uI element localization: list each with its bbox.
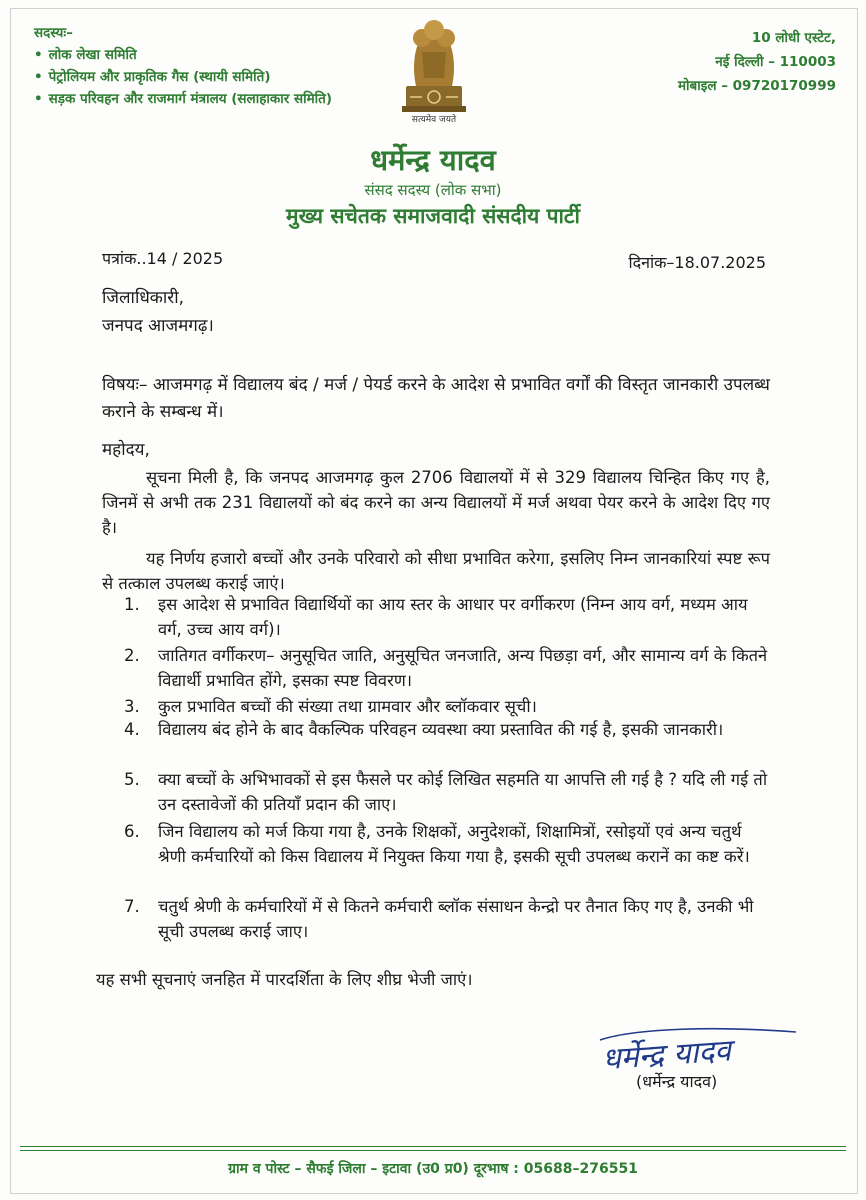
closing-line: यह सभी सूचनाएं जनहित में पारदर्शिता के लिए शीघ्र भेजी जाएं। [96,970,473,989]
body-paragraph: यह निर्णय हजारो बच्चों और उनके परिवारो को सीधा प्रभावित करेगा, इसलिए निम्न जानकारियां स्पष्ट रूप से तत्काल उपलब्ध कराई जाएं। [102,549,770,593]
list-number: 1. [124,595,140,614]
list-item [124,894,770,944]
footer-address: ग्राम व पोस्ट – सैफई जिला – इटावा (उ0 प्र0) दूरभाष : 05688–276551 [228,1161,638,1177]
letter-date: दिनांक–18.07.2025 [628,253,766,272]
address-line: 10 लोधी एस्टेट, [751,30,836,46]
state-emblem-icon [392,8,476,124]
list-number: 5. [124,770,140,789]
list-text: इस आदेश से प्रभावित विद्यार्थियों का आय स्तर के आधार पर वर्गीकरण (निम्न आय वर्ग, मध्यम आय वर्ग, उच्च आय वर्ग)। [158,595,748,639]
list-item [124,643,770,693]
signatory-name: (धर्मेन्द्र यादव) [636,1072,718,1091]
list-number: 7. [124,897,140,916]
list-text: जिन विद्यालय को मर्ज किया गया है, उनके शिक्षकों, अनुदेशकों, शिक्षामित्रों, रसोइयों एवं अन्य चतुर्थ श्रेणी कर्मचारियों को किस विद्यालय में नियुक्त किया गया है, इसकी सूची उपलब्ध करानें का कष्ट करें। [158,822,750,866]
list-text: क्या बच्चों के अभिभावकों से इस फैसले पर कोई लिखित सहमति या आपत्ति ली गई है ? यदि ली गई तो उन दस्तावेजों की प्रतियाँ प्रदान की जाए। [158,770,768,814]
list-item [124,819,770,869]
body-paragraph: सूचना मिली है, कि जनपद आजमगढ़ कुल 2706 विद्यालयों में से 329 विद्यालय चिन्हित किए गए है, जिनमें से अभी तक 231 विद्यालयों को बंद करने का अन्य विद्यालयों में मर्ज अथवा पेयर करने के आदेश दिए गए है। [102,468,770,537]
list-item [124,767,770,817]
list-text: कुल प्रभावित बच्चों की संख्या तथा ग्रामवार और ब्लॉकवार सूची। [158,697,537,716]
reference-number: पत्रांक..14 / 2025 [102,249,224,268]
salutation: महोदय, [102,440,150,460]
footer-rule [20,1146,846,1147]
member-item: • सड़क परिवहन और राजमार्ग मंत्रालय (सलाहाकार समिति) [34,88,332,110]
list-text: चतुर्थ श्रेणी के कर्मचारियों में से कितने कर्मचारी ब्लॉक संसाधन केन्द्रो पर तैनात किए गए है, उनकी भी सूची उपलब्ध कराई जाए। [158,897,754,941]
list-text: जातिगत वर्गीकरण– अनुसूचित जाति, अनुसूचित जनजाति, अन्य पिछड़ा वर्ग, और सामान्य वर्ग के कितने विद्यार्थी प्रभावित होंगे, इसका स्पष्ट विवरण। [158,646,768,690]
list-number: 3. [124,697,140,716]
member-item: • लोक लेखा समिति [34,44,332,66]
subject-line: विषयः– आजमगढ़ में विद्यालय बंद / मर्ज / पेयर्ड करने के आदेश से प्रभावित वर्गों की विस्तृत जानकारी उपलब्ध कराने के सम्बन्ध में। [102,375,770,422]
mp-name: धर्मेन्द्र यादव [370,143,496,177]
list-number: 4. [124,720,140,739]
mp-role: संसद सदस्य (लोक सभा) [364,181,502,199]
address-line: नई दिल्ली – 110003 [715,54,836,70]
list-text: विद्यालय बंद होने के बाद वैकल्पिक परिवहन व्यवस्था क्या प्रस्तावित की गई है, इसकी जानकारी। [158,720,724,739]
list-item [124,592,770,642]
members-title: सदस्यः– [34,25,73,41]
list-number: 6. [124,822,140,841]
list-item [124,717,770,742]
emblem-motto: सत्यमेव जयते [411,115,457,125]
list-item [124,694,770,719]
mobile-number: मोबाइल – 09720170999 [677,78,836,94]
mp-post: मुख्य सचेतक समाजवादी संसदीय पार्टी [286,204,580,228]
addressee-title: जिलाधिकारी, [102,288,185,308]
signature-text: धर्मेन्द्र यादव [601,1033,733,1078]
committee-memberships [34,22,332,110]
list-number: 2. [124,646,140,665]
member-item: • पेट्रोलियम और प्राकृतिक गैस (स्थायी समिति) [34,66,332,88]
addressee-district: जनपद आजमगढ़। [102,316,214,336]
office-address [678,26,836,98]
footer-rule [20,1150,846,1151]
